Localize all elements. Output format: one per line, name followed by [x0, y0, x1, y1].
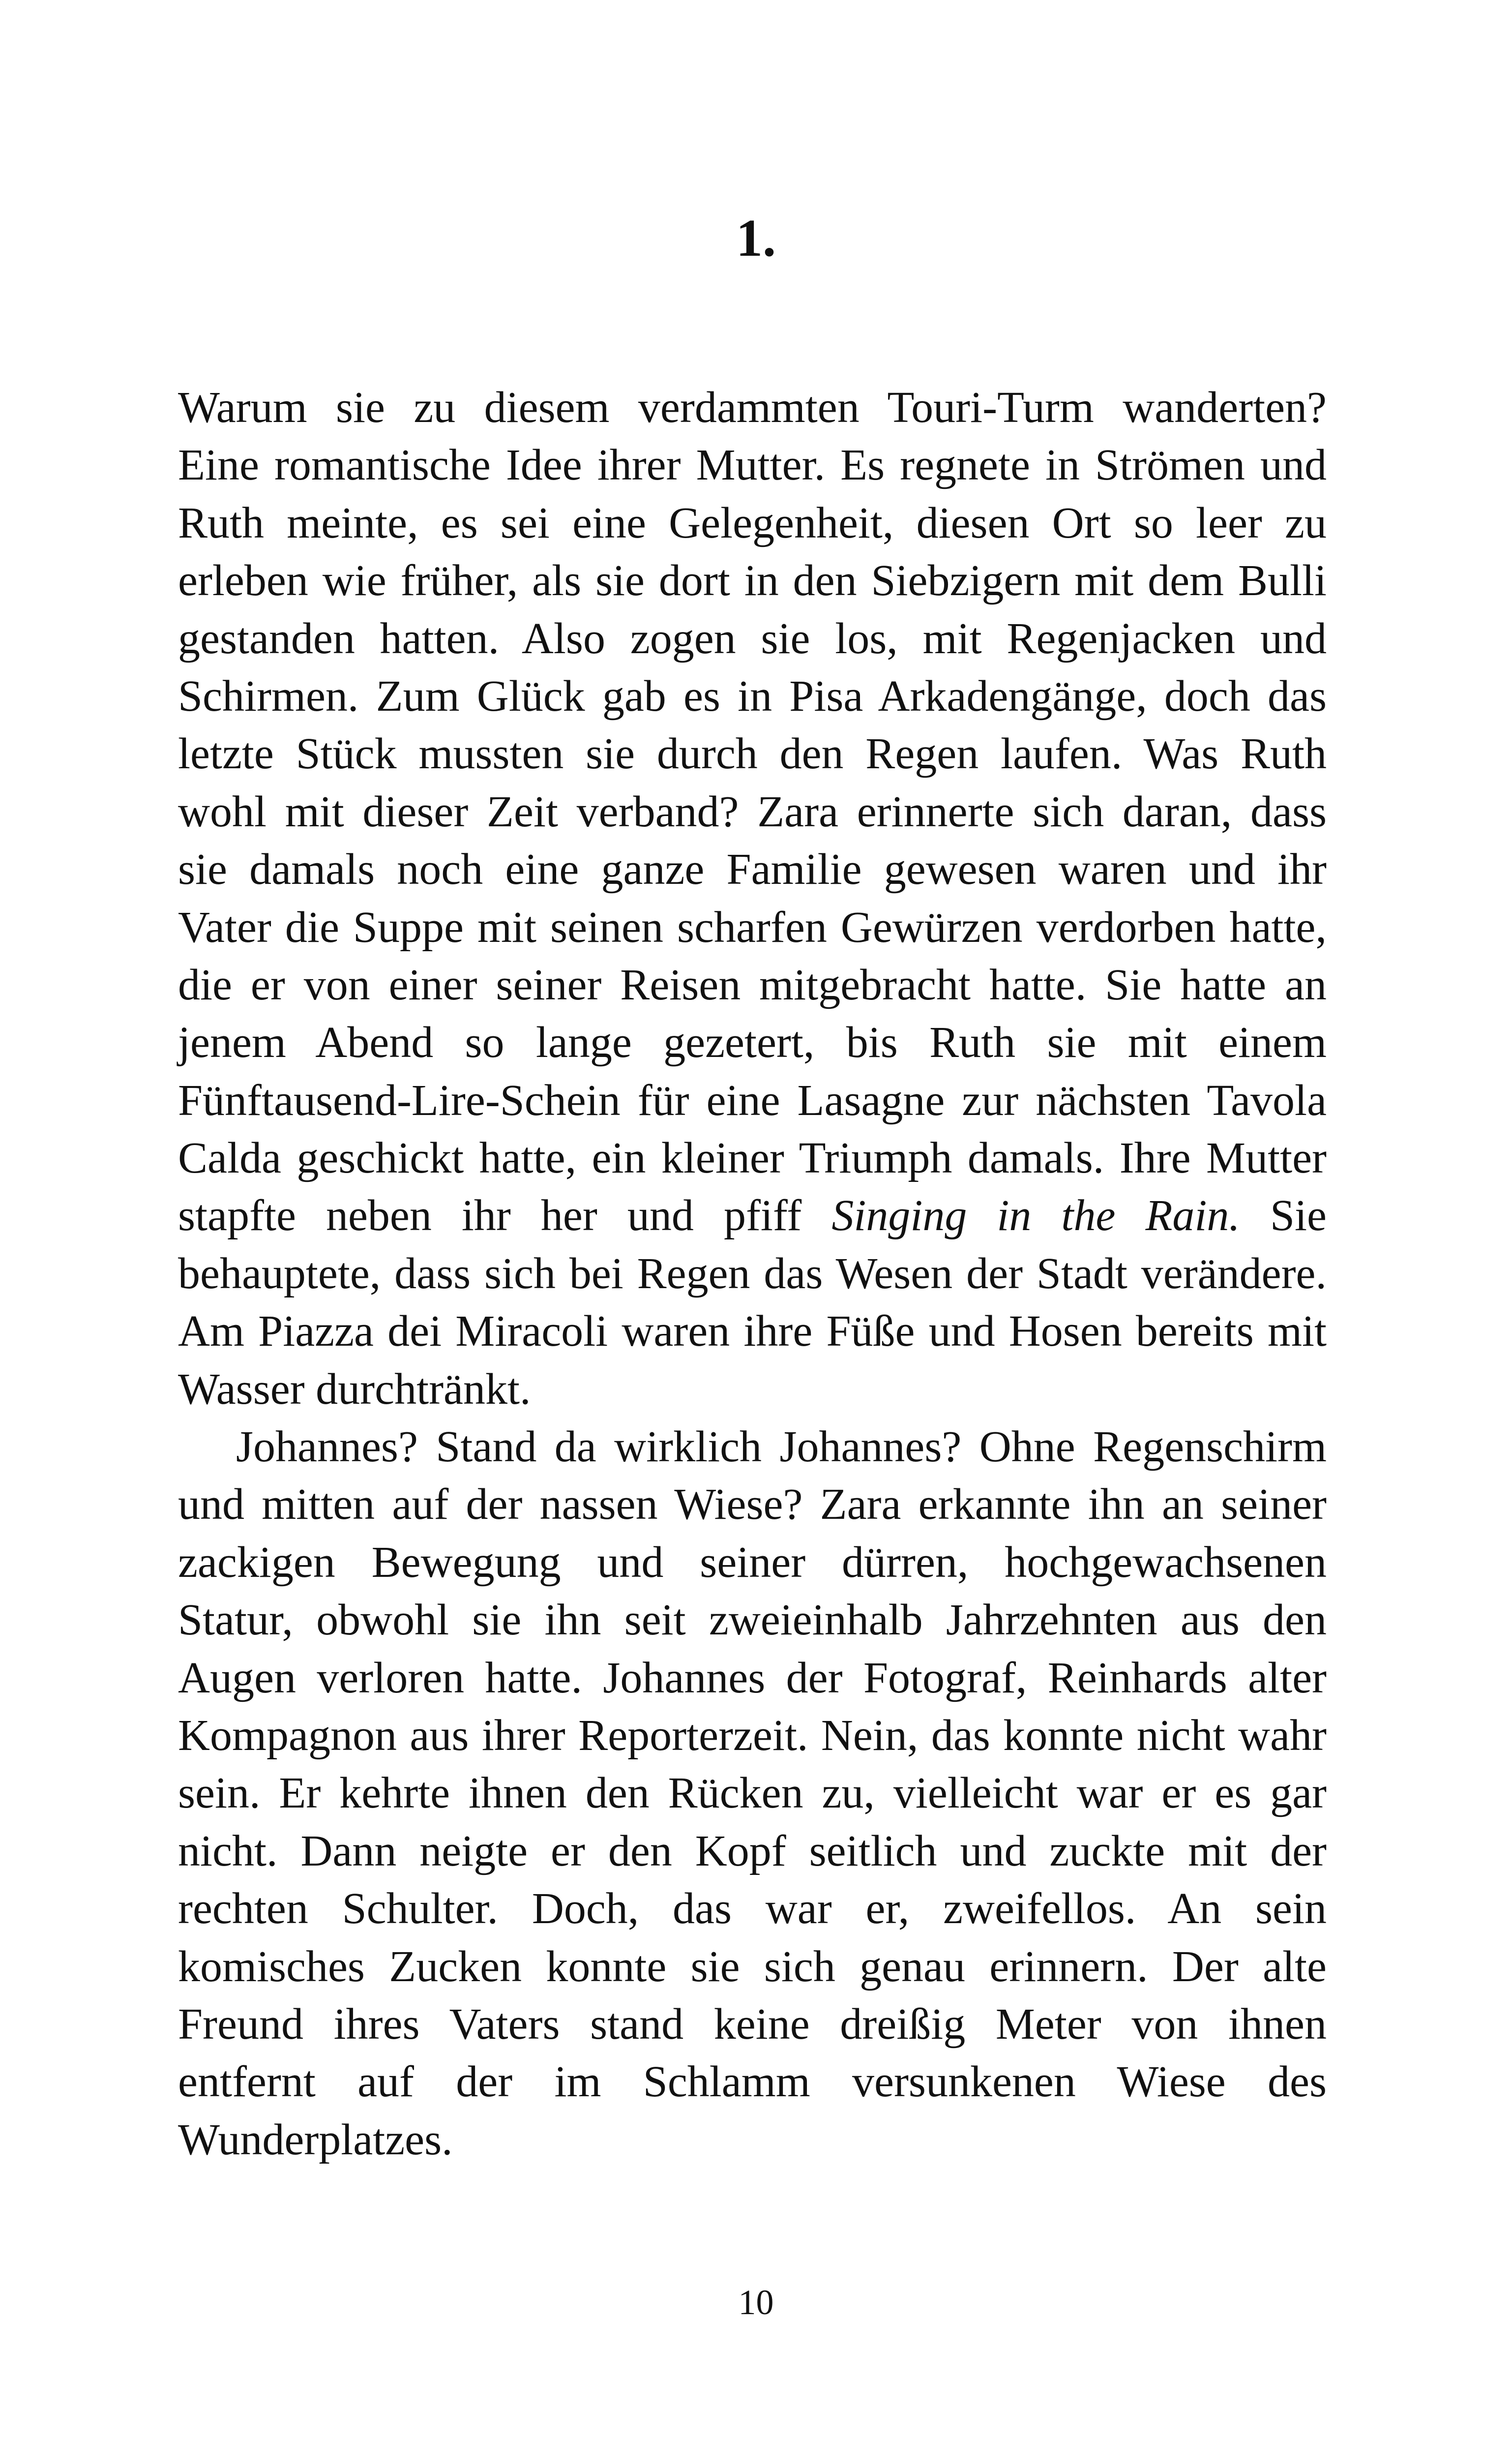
- text-line: sie damals noch eine ganze Familie gewesen waren und ihr: [178, 845, 1327, 894]
- text-line: erleben wie früher, als sie dort in den Siebzigern mit dem Bulli: [178, 556, 1327, 605]
- text-line: Am Piazza dei Miracoli waren ihre Füße und Hosen bereits mit: [178, 1307, 1327, 1356]
- text-line: Statur, obwohl sie ihn seit zweieinhalb Jahrzehnten aus den: [178, 1596, 1327, 1645]
- page-number: 10: [738, 2283, 774, 2322]
- text-line: Eine romantische Idee ihrer Mutter. Es regnete in Strömen und: [178, 441, 1327, 490]
- text-line: rechten Schulter. Doch, das war er, zweifellos. An sein: [178, 1884, 1327, 1933]
- text-line: Johannes? Stand da wirklich Johannes? Ohne Regenschirm: [236, 1422, 1327, 1472]
- text-line: behauptete, dass sich bei Regen das Wesen der Stadt verändere.: [178, 1249, 1327, 1298]
- text-line: gestanden hatten. Also zogen sie los, mit Regenjacken und: [178, 614, 1327, 663]
- paragraph-2: [178, 1418, 1327, 2169]
- text-line-with-italic: [178, 1187, 1327, 1244]
- text-line: nicht. Dann neigte er den Kopf seitlich und zuckte mit der: [178, 1826, 1327, 1875]
- text-line: Augen verloren hatte. Johannes der Fotograf, Reinhards alter: [178, 1653, 1327, 1702]
- text-line: und mitten auf der nassen Wiese? Zara erkannte ihn an seiner: [178, 1480, 1327, 1529]
- text-line: sein. Er kehrte ihnen den Rücken zu, vielleicht war er es gar: [178, 1769, 1327, 1818]
- text-line: Calda geschickt hatte, ein kleiner Triumph damals. Ihre Mutter: [178, 1134, 1327, 1183]
- song-title: Singing in the Rain.: [831, 1191, 1240, 1240]
- text-line: Ruth meinte, es sei eine Gelegenheit, diesen Ort so leer zu: [178, 498, 1327, 547]
- text-line: Wasser durchtränkt.: [178, 1364, 531, 1414]
- text-line: zackigen Bewegung und seiner dürren, hochgewachsenen: [178, 1538, 1327, 1587]
- text-line: Schirmen. Zum Glück gab es in Pisa Arkadengänge, doch das: [178, 671, 1327, 721]
- text-segment: Sie: [1240, 1191, 1327, 1240]
- text-line: Fünftausend-Lire-Schein für eine Lasagne zur nächsten Tavola: [178, 1076, 1327, 1125]
- text-line: Vater die Suppe mit seinen scharfen Gewürzen verdorben hatte,: [178, 903, 1327, 952]
- body-text: [178, 379, 1327, 2169]
- paragraph-1: [178, 379, 1327, 1418]
- text-line: Warum sie zu diesem verdammten Touri-Turm wanderten?: [178, 383, 1327, 432]
- text-line: entfernt auf der im Schlamm versunkenen Wiese des: [178, 2057, 1327, 2107]
- text-line: Wunderplatzes.: [178, 2115, 453, 2164]
- text-line: letzte Stück mussten sie durch den Regen laufen. Was Ruth: [178, 729, 1327, 779]
- text-line: Kompagnon aus ihrer Reporterzeit. Nein, das konnte nicht wahr: [178, 1711, 1327, 1760]
- text-line: komisches Zucken konnte sie sich genau erinnern. Der alte: [178, 1942, 1327, 1991]
- text-line: Freund ihres Vaters stand keine dreißig Meter von ihnen: [178, 1999, 1327, 2049]
- text-segment: stapfte neben ihr her und pfiff: [178, 1191, 832, 1240]
- chapter-number: 1.: [736, 209, 776, 268]
- text-line: wohl mit dieser Zeit verband? Zara erinnerte sich daran, dass: [178, 787, 1327, 836]
- text-line: die er von einer seiner Reisen mitgebracht hatte. Sie hatte an: [178, 960, 1327, 1009]
- text-line: jenem Abend so lange gezetert, bis Ruth sie mit einem: [178, 1018, 1327, 1067]
